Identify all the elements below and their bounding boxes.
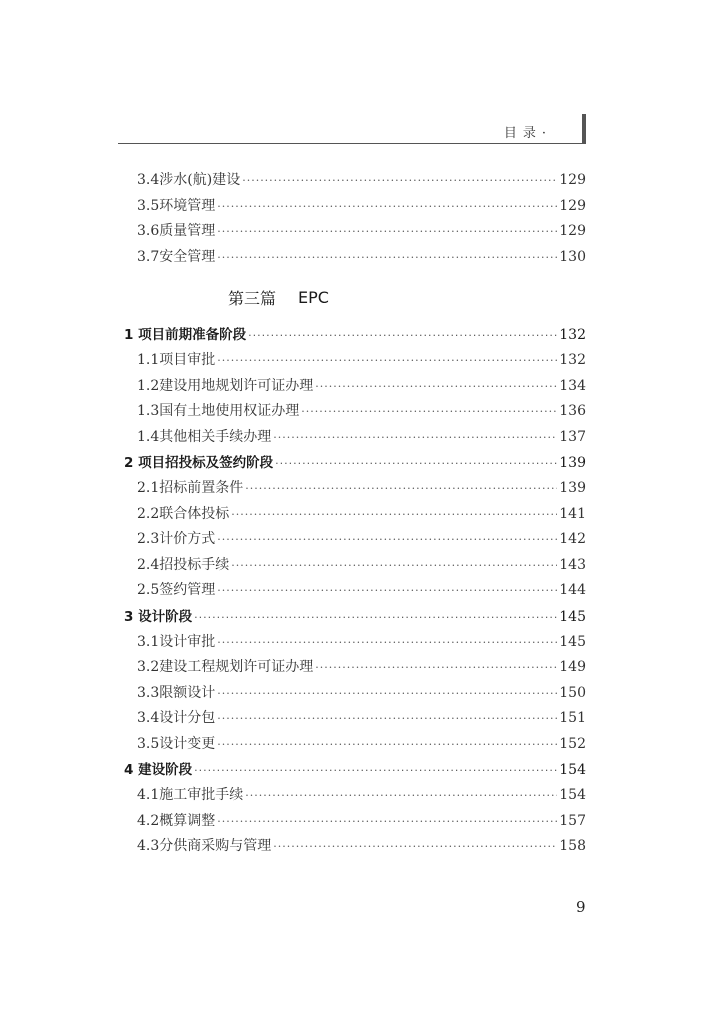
toc-pre-list [124,169,586,271]
toc-entry-label: 3.5设计变更 [137,735,216,752]
toc-entry [124,220,586,246]
page-number: 9 [576,898,586,916]
toc-entry-label: 2.4招投标手续 [137,556,230,573]
toc-entry-label: 1.1项目审批 [137,351,216,368]
toc-main-list [124,323,586,860]
toc-entry [124,477,586,503]
toc-entry-label: 4 建设阶段 [124,762,193,779]
toc-entry-label: 4.2概算调整 [137,812,216,829]
toc-entry-label: 2 项目招投标及签约阶段 [124,455,274,472]
dot-leader [217,584,557,597]
toc-entry-page: 154 [559,762,586,779]
dot-leader [315,380,557,393]
dot-leader [245,482,557,495]
dot-leader [273,840,557,853]
dot-leader [217,712,557,725]
dot-leader [194,764,557,777]
toc-entry [124,605,586,631]
header-bar [582,114,586,144]
toc-entry-page: 141 [559,505,586,522]
toc-entry [124,400,586,426]
toc-entry-label: 3.6质量管理 [137,223,216,240]
toc-entry-label: 2.2联合体投标 [137,505,230,522]
toc-entry [124,169,586,195]
toc-entry [124,810,586,836]
toc-entry-page: 139 [559,455,586,472]
toc-entry [124,733,586,759]
toc-entry-label: 2.3计价方式 [137,531,216,548]
toc-entry-label: 4.1施工审批手续 [137,787,244,804]
toc-entry-label: 2.1招标前置条件 [137,479,244,496]
dot-leader [273,431,557,444]
toc-entry-page: 152 [559,735,586,752]
toc-entry-page: 149 [559,659,586,676]
part-subtitle: EPC [298,287,329,307]
toc-entry-page: 143 [559,556,586,573]
toc-entry-label: 3.4设计分包 [137,710,216,727]
toc-entry [124,246,586,272]
toc-entry-label: 4.3分供商采购与管理 [137,838,272,855]
toc-entry-page: 157 [559,812,586,829]
toc-entry [124,656,586,682]
toc-entry-label: 3.1设计审批 [137,633,216,650]
toc-entry-label: 1.3国有土地使用权证办理 [137,403,300,420]
toc-entry [124,528,586,554]
header-title: 目录· [503,126,552,141]
toc-entry-label: 3 设计阶段 [124,608,193,625]
toc-entry-label: 2.5签约管理 [137,582,216,599]
toc-entry [124,426,586,452]
toc-entry-page: 144 [559,582,586,599]
dot-leader [217,636,557,649]
toc-entry [124,375,586,401]
toc-entry [124,554,586,580]
toc-entry-label: 1.4其他相关手续办理 [137,428,272,445]
toc-entry-label: 1.2建设用地规划许可证办理 [137,377,314,394]
toc-entry [124,784,586,810]
toc-entry-page: 154 [559,787,586,804]
dot-leader [217,533,557,546]
toc-entry-page: 151 [559,710,586,727]
dot-leader [217,200,557,213]
toc-entry-page: 132 [559,351,586,368]
toc-entry-page: 134 [559,377,586,394]
toc-entry-page: 145 [559,633,586,650]
dot-leader [245,789,557,802]
toc-entry-page: 129 [559,197,586,214]
toc-entry-page: 150 [559,684,586,701]
toc-entry-page: 142 [559,531,586,548]
toc-entry-label: 3.3限额设计 [137,684,216,701]
toc-entry-label: 3.2建设工程规划许可证办理 [137,659,314,676]
toc-entry [124,349,586,375]
running-header [118,114,586,144]
toc-entry-page: 136 [559,403,586,420]
toc-entry [124,451,586,477]
dot-leader [315,661,557,674]
dot-leader [248,329,557,342]
dot-leader [194,611,557,624]
toc-entry-label: 3.7安全管理 [137,248,216,265]
toc-entry-page: 158 [559,838,586,855]
dot-leader [217,815,557,828]
dot-leader [217,354,557,367]
toc-entry-page: 137 [559,428,586,445]
toc-entry-page: 139 [559,479,586,496]
toc-entry [124,631,586,657]
toc-entry-page: 130 [559,248,586,265]
dot-leader [217,251,557,264]
dot-leader [231,559,557,572]
dot-leader [275,457,557,470]
toc-entry [124,758,586,784]
toc-entry [124,323,586,349]
toc-entry-label: 3.5环境管理 [137,197,216,214]
toc-entry-label: 1 项目前期准备阶段 [124,327,247,344]
dot-leader [217,687,557,700]
toc-entry [124,707,586,733]
dot-leader [231,508,557,521]
toc-entry-label: 3.4涉水(航)建设 [137,172,241,188]
toc-entry-page: 129 [559,172,586,188]
table-of-contents [124,169,586,861]
toc-entry-page: 129 [559,223,586,240]
toc-entry [124,503,586,529]
toc-entry [124,195,586,221]
header-rule [118,143,586,144]
dot-leader [242,174,557,187]
toc-entry-page: 145 [559,608,586,625]
dot-leader [217,225,557,238]
toc-entry [124,682,586,708]
part-name: 第三篇 [228,288,277,308]
dot-leader [217,738,557,751]
toc-entry [124,579,586,605]
part-title [124,271,586,323]
toc-entry [124,835,586,861]
toc-entry-page: 132 [559,327,586,344]
dot-leader [301,405,557,418]
